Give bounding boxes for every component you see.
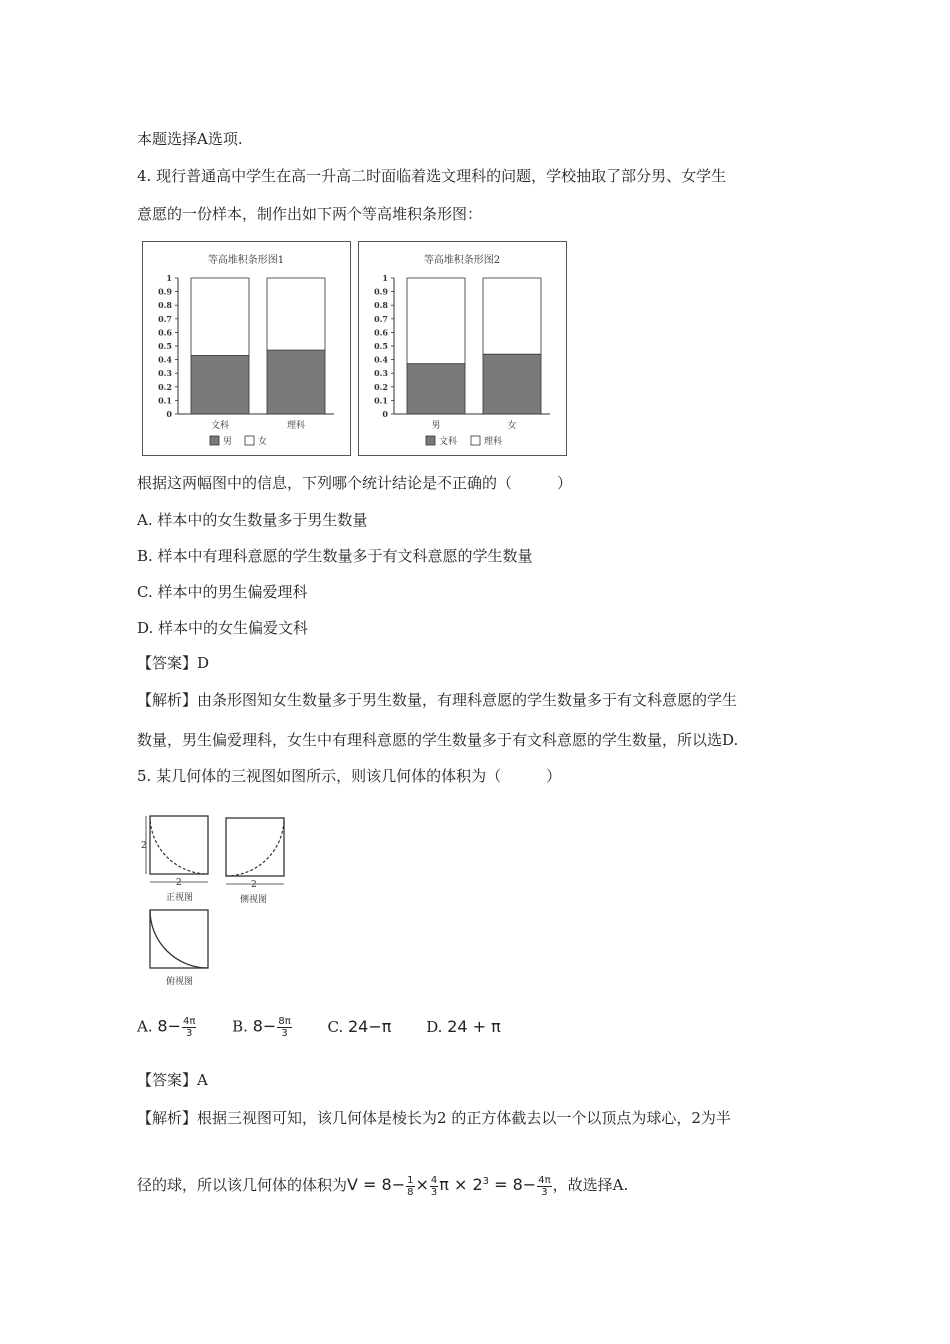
option-a-fraction [182, 1016, 196, 1039]
q5-option-c [328, 1017, 392, 1037]
option-b-prefix: B. [232, 1017, 248, 1036]
frac-den: 3 [185, 1028, 193, 1039]
frac-den: 3 [541, 1186, 548, 1198]
bar-segment [483, 278, 541, 354]
y-tick-label: 0 [382, 409, 388, 419]
frac-den: 3 [281, 1028, 288, 1039]
y-tick-label: 0.4 [374, 354, 388, 365]
legend-label: 女 [258, 437, 268, 447]
frac-num: 8π [278, 1016, 291, 1027]
front-view [141, 816, 208, 903]
option-c-prefix: C. [327, 1017, 344, 1036]
bar-segment [267, 278, 325, 350]
option-b-int: 8− [252, 1016, 277, 1036]
analysis-text: 由条形图知女生数量多于男生数量，有理科意愿的学生数量多于有文科意愿的学生 [197, 691, 738, 709]
y-tick-label: 0.6 [158, 327, 172, 338]
analysis-text: 径的球，所以该几何体的体积为 [137, 1176, 348, 1194]
top-view-label: 俯视图 [166, 977, 194, 987]
x-tick-label: 男 [431, 421, 441, 431]
q4-question: 根据这两幅图中的信息，下列哪个统计结论是不正确的（ ） [137, 474, 573, 492]
formula-exp: 3 [482, 1176, 490, 1187]
bar-segment [407, 364, 465, 414]
front-dim-height: 2 [141, 841, 147, 851]
analysis-label: 【解析】 [137, 1109, 198, 1127]
q5-answer [137, 1070, 208, 1090]
bar-segment [191, 278, 249, 356]
y-tick-label: 0.4 [158, 354, 172, 365]
q5-option-d [426, 1017, 501, 1037]
side-dim-width: 2 [251, 880, 257, 890]
frac-num: 4π [538, 1174, 551, 1186]
y-tick-label: 0 [166, 409, 172, 419]
y-tick-label: 0.9 [158, 286, 172, 297]
formula-times: × [415, 1175, 429, 1194]
q4-option-d: D. 样本中的女生偏爱文科 [137, 619, 309, 637]
formula-v: V = 8− [347, 1175, 406, 1194]
y-tick-label: 0.5 [374, 341, 388, 351]
formula-frac-3 [537, 1175, 551, 1198]
y-tick-label: 0.7 [158, 313, 172, 324]
bar-segment [407, 278, 465, 364]
legend-swatch [426, 436, 435, 445]
q5-option-b [232, 1016, 293, 1039]
y-tick-label: 0.2 [374, 381, 388, 392]
frac-num: 4 [430, 1174, 438, 1186]
y-tick-label: 0.1 [374, 395, 388, 406]
formula-eq: = 8− [489, 1175, 537, 1194]
legend-swatch [210, 436, 219, 445]
answer-label: 【答案】 [137, 654, 198, 672]
y-tick-label: 0.9 [374, 286, 388, 297]
chart1-title: 等高堆积条形图1 [207, 255, 285, 266]
y-tick-label: 0.8 [374, 300, 388, 311]
bar-segment [483, 354, 541, 414]
q5-analysis-line1 [137, 1108, 731, 1128]
legend-swatch [245, 436, 254, 445]
q5-stem: 5. 某几何体的三视图如图所示，则该几何体的体积为（ ） [137, 767, 562, 785]
q4-analysis-line1 [137, 690, 737, 710]
front-view-label: 正视图 [166, 893, 194, 903]
option-d-value: 24 + π [447, 1016, 501, 1036]
top-view [150, 910, 208, 987]
bar-segment [267, 350, 325, 414]
analysis-label: 【解析】 [137, 691, 198, 709]
option-a-prefix: A. [137, 1017, 153, 1036]
bar-segment [191, 356, 249, 414]
answer-value: D [197, 654, 210, 672]
q4-stem-line1: 4. 现行普通高中学生在高一升高二时面临着选文理科的问题，学校抽取了部分男、女学生 [137, 167, 727, 185]
answer-label: 【答案】 [137, 1071, 198, 1089]
formula-pi: π × 2 [439, 1175, 483, 1194]
option-b-fraction [277, 1016, 291, 1039]
option-d-prefix: D. [426, 1017, 443, 1036]
frac-den: 3 [430, 1186, 438, 1198]
side-view [226, 818, 284, 905]
q4-option-c: C. 样本中的男生偏爱理科 [137, 583, 308, 601]
legend-label: 男 [223, 437, 233, 447]
front-dim-width: 2 [176, 878, 182, 888]
legend-swatch [471, 436, 480, 445]
side-view-label: 侧视图 [240, 895, 268, 905]
x-tick-label: 文科 [210, 421, 230, 431]
q4-option-b: B. 样本中有理科意愿的学生数量多于有文科意愿的学生数量 [137, 547, 533, 565]
legend-label: 文科 [439, 437, 458, 447]
q4-answer [137, 653, 209, 673]
y-tick-label: 0.6 [374, 327, 388, 338]
y-tick-label: 0.2 [158, 381, 172, 392]
q5-options [137, 1016, 531, 1039]
q4-stem-line2: 意愿的一份样本，制作出如下两个等高堆积条形图： [137, 205, 483, 223]
frac-num: 1 [407, 1174, 414, 1186]
x-tick-label: 女 [507, 421, 517, 431]
formula-frac-2 [430, 1175, 438, 1198]
y-tick-label: 0.3 [374, 368, 388, 379]
formula-frac-1 [406, 1175, 414, 1198]
frac-num: 4π [182, 1016, 196, 1027]
answer-value: A [197, 1071, 208, 1089]
q4-analysis-line2: 数量，男生偏爱理科，女生中有理科意愿的学生数量多于有文科意愿的学生数量，所以选D. [137, 731, 739, 749]
y-tick-label: 0.7 [374, 313, 388, 324]
legend-label: 理科 [484, 437, 503, 447]
y-tick-label: 1 [382, 273, 388, 283]
frac-den: 8 [407, 1186, 414, 1198]
analysis-text: ，故选择A. [552, 1176, 629, 1194]
analysis-text: 根据三视图可知，该几何体是棱长为2 的正方体截去以一个以顶点为球心，2为半 [197, 1109, 731, 1127]
three-view-figure [138, 810, 298, 990]
chart2-title: 等高堆积条形图2 [423, 255, 501, 266]
x-tick-label: 理科 [286, 421, 306, 431]
q4-option-a: A. 样本中的女生数量多于男生数量 [137, 511, 368, 529]
option-a-int: 8− [157, 1016, 181, 1036]
q5-option-a [137, 1016, 197, 1039]
y-tick-label: 0.8 [158, 300, 172, 311]
y-tick-label: 0.3 [158, 368, 172, 379]
stacked-bar-chart-2 [358, 241, 567, 456]
q5-analysis-line2 [137, 1172, 628, 1198]
y-tick-label: 1 [166, 273, 172, 283]
y-tick-label: 0.1 [158, 395, 172, 406]
option-c-value: 24−π [348, 1016, 392, 1036]
y-tick-label: 0.5 [158, 341, 172, 351]
previous-conclusion: 本题选择A选项. [137, 130, 243, 148]
stacked-bar-chart-1 [142, 241, 351, 456]
